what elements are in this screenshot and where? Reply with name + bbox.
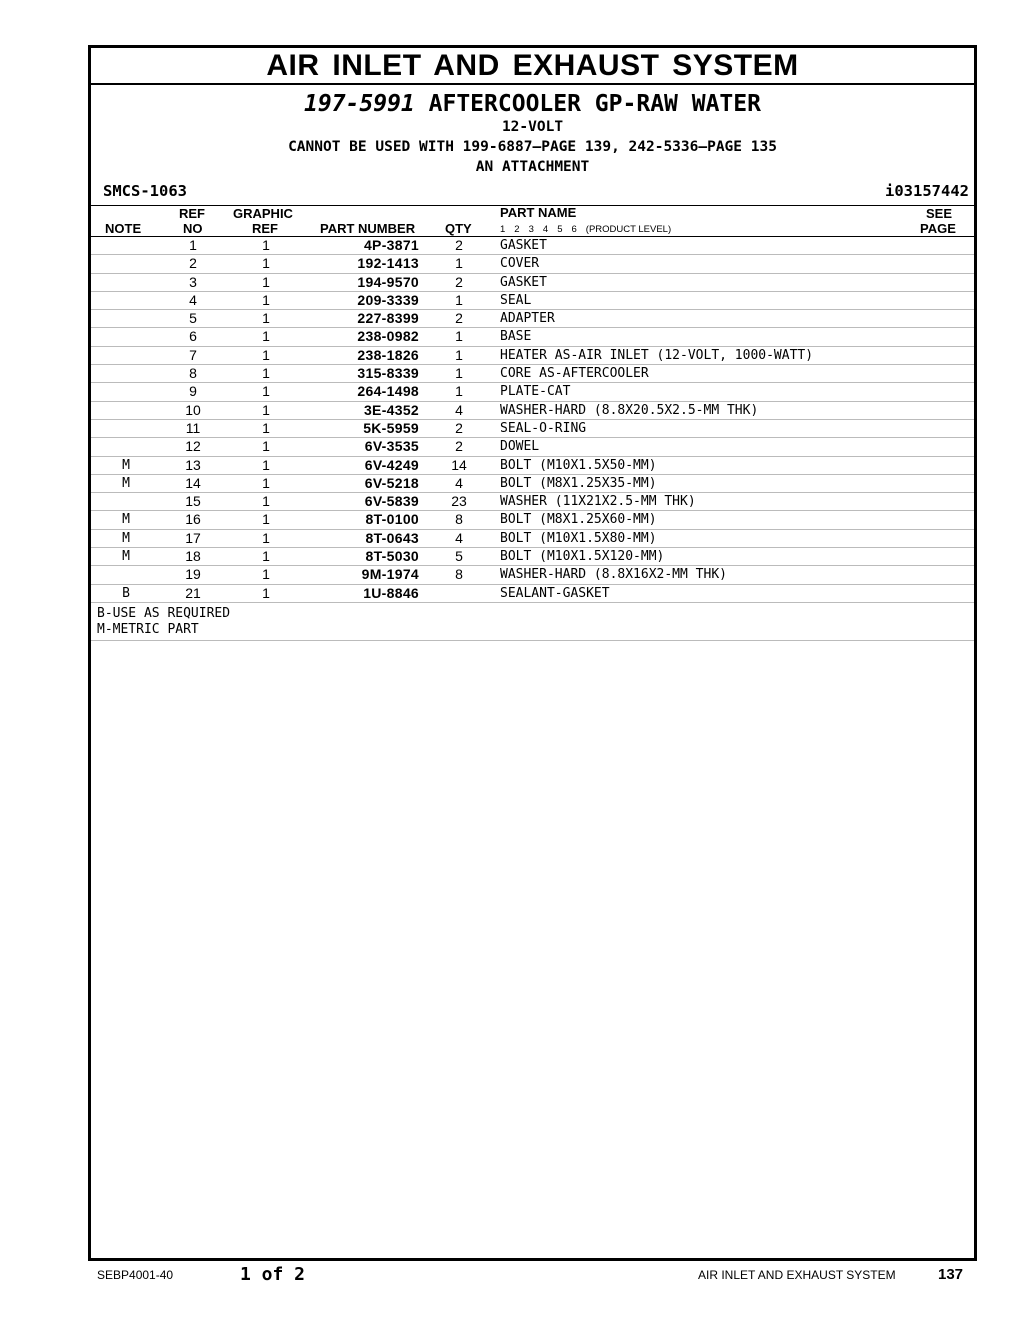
row-part-name: PLATE-CAT (500, 384, 571, 400)
table-row (91, 566, 974, 584)
row-ref-no: 19 (185, 566, 201, 583)
row-graphic-ref: 1 (262, 328, 270, 345)
col-ref-bottom: NO (183, 221, 203, 236)
col-graphic-bottom: REF (252, 221, 278, 236)
table-row (91, 493, 974, 511)
table-row (91, 420, 974, 438)
row-ref-no: 14 (185, 474, 201, 491)
row-part-name: WASHER (11X21X2.5-MM THK) (500, 494, 696, 510)
table-row (91, 255, 974, 273)
page-title: AIR INLET AND EXHAUST SYSTEM (91, 48, 974, 85)
note-b: B-USE AS REQUIRED (97, 605, 231, 621)
level-1: 1 (500, 224, 506, 235)
row-graphic-ref: 1 (262, 438, 270, 455)
row-ref-no: 21 (185, 584, 201, 601)
table-row (91, 585, 974, 603)
row-ref-no: 15 (185, 493, 201, 510)
row-part-name: BOLT (M8X1.25X60-MM) (500, 512, 657, 528)
row-note: M (122, 457, 130, 473)
row-graphic-ref: 1 (262, 365, 270, 382)
row-graphic-ref: 1 (262, 419, 270, 436)
parts-table-body (91, 237, 974, 603)
row-note: M (122, 475, 130, 491)
row-ref-no: 10 (185, 401, 201, 418)
table-row (91, 548, 974, 566)
row-part-number: 6V-5218 (364, 474, 419, 491)
col-product-levels (500, 223, 680, 237)
row-qty: 4 (455, 401, 463, 418)
row-part-number: 6V-4249 (364, 456, 419, 473)
row-graphic-ref: 1 (262, 493, 270, 510)
row-qty: 2 (455, 438, 463, 455)
group-name: AFTERCOOLER GP-RAW WATER (428, 91, 761, 117)
col-part-number: PART NUMBER (320, 221, 416, 236)
row-ref-no: 11 (185, 419, 201, 436)
row-qty: 1 (455, 365, 463, 382)
level-5: 5 (557, 224, 563, 235)
row-ref-no: 1 (189, 237, 197, 253)
row-ref-no: 6 (189, 328, 197, 345)
row-qty: 1 (455, 328, 463, 345)
row-graphic-ref: 1 (262, 584, 270, 601)
row-note: B (122, 585, 130, 601)
row-part-number: 6V-5839 (364, 493, 419, 510)
row-part-number: 3E-4352 (363, 401, 419, 418)
row-qty: 1 (455, 291, 463, 308)
table-row (91, 274, 974, 292)
row-note: M (122, 512, 130, 528)
row-ref-no: 16 (185, 511, 201, 528)
row-qty: 14 (451, 456, 467, 473)
row-part-number: 238-0982 (357, 328, 419, 345)
row-qty: 2 (455, 273, 463, 290)
table-row (91, 383, 974, 401)
subtitle-voltage: 12-VOLT (501, 119, 564, 135)
row-qty: 1 (455, 383, 463, 400)
row-graphic-ref: 1 (262, 529, 270, 546)
row-part-number: 9M-1974 (361, 566, 419, 583)
table-row (91, 328, 974, 346)
row-qty: 8 (455, 566, 463, 583)
level-3: 3 (528, 224, 534, 235)
table-row (91, 402, 974, 420)
row-part-name: SEAL-O-RING (500, 420, 587, 436)
col-see-bottom: PAGE (920, 221, 956, 236)
row-ref-no: 5 (189, 310, 197, 327)
row-part-number: 6V-3535 (364, 438, 419, 455)
table-row (91, 310, 974, 328)
row-graphic-ref: 1 (262, 383, 270, 400)
group-part-number: 197-5991 (304, 91, 415, 117)
row-part-name: DOWEL (500, 439, 540, 455)
document-id: i03157442 (885, 182, 969, 200)
footer-sheet: 1 of 2 (240, 1264, 306, 1285)
row-part-name: BOLT (M10X1.5X120-MM) (500, 549, 665, 565)
parts-page-frame (88, 45, 977, 1261)
row-part-name: WASHER-HARD (8.8X20.5X2.5-MM THK) (500, 402, 759, 418)
level-4: 4 (542, 224, 549, 235)
row-qty: 8 (455, 511, 463, 528)
row-part-number: 315-8339 (357, 365, 419, 382)
footer-doc-number: SEBP4001-40 (97, 1268, 174, 1282)
page-footer (0, 1264, 1020, 1284)
row-ref-no: 2 (189, 255, 197, 272)
row-graphic-ref: 1 (262, 291, 270, 308)
table-row (91, 438, 974, 456)
row-graphic-ref: 1 (262, 511, 270, 528)
note-m: M-METRIC PART (97, 621, 199, 637)
row-qty: 5 (455, 548, 463, 565)
smcs-row (91, 179, 974, 206)
row-part-name: BOLT (M10X1.5X50-MM) (500, 457, 657, 473)
row-part-name: GASKET (500, 274, 547, 290)
footer-section: AIR INLET AND EXHAUST SYSTEM (698, 1268, 896, 1282)
row-part-name: GASKET (500, 238, 547, 253)
row-part-name: SEALANT-GASKET (500, 585, 610, 601)
row-part-name: CORE AS-AFTERCOOLER (500, 366, 649, 382)
row-part-number: 5K-5959 (363, 419, 419, 436)
table-header (91, 206, 974, 237)
footer-page-number: 137 (938, 1266, 964, 1283)
table-row (91, 365, 974, 383)
row-graphic-ref: 1 (262, 237, 270, 253)
row-graphic-ref: 1 (262, 548, 270, 565)
row-part-number: 264-1498 (357, 383, 419, 400)
subtitle-attachment: AN ATTACHMENT (475, 159, 590, 175)
row-part-number: 192-1413 (357, 255, 419, 272)
level-6: 6 (571, 224, 577, 235)
row-part-name: HEATER AS-AIR INLET (12-VOLT, 1000-WATT) (500, 347, 814, 363)
level-2: 2 (514, 224, 520, 235)
row-graphic-ref: 1 (262, 310, 270, 327)
smcs-code: SMCS-1063 (103, 182, 187, 200)
table-row (91, 347, 974, 365)
row-graphic-ref: 1 (262, 566, 270, 583)
row-part-number: 227-8399 (357, 310, 419, 327)
row-ref-no: 7 (189, 346, 197, 363)
notes-block (91, 603, 974, 641)
row-part-number: 8T-0643 (365, 529, 419, 546)
row-ref-no: 13 (185, 456, 201, 473)
subtitle-restriction: CANNOT BE USED WITH 199-6887—PAGE 139, 242-5336—PAGE 135 (288, 139, 777, 155)
row-part-name: BOLT (M10X1.5X80-MM) (500, 530, 657, 546)
row-part-number: 8T-5030 (365, 548, 419, 565)
row-part-number: 209-3339 (357, 291, 419, 308)
row-qty: 2 (455, 419, 463, 436)
group-heading (91, 91, 974, 117)
row-qty: 4 (455, 529, 463, 546)
table-row (91, 511, 974, 529)
col-graphic-top: GRAPHIC (233, 206, 293, 221)
row-graphic-ref: 1 (262, 401, 270, 418)
table-row (91, 292, 974, 310)
row-part-name: BASE (500, 329, 532, 345)
row-graphic-ref: 1 (262, 273, 270, 290)
row-qty: 2 (455, 237, 463, 253)
row-ref-no: 4 (189, 291, 197, 308)
col-part-name: PART NAME (500, 205, 577, 220)
row-ref-no: 18 (185, 548, 201, 565)
table-row (91, 475, 974, 493)
level-caption: (PRODUCT LEVEL) (585, 224, 672, 235)
table-row (91, 237, 974, 255)
row-part-name: SEAL (500, 292, 532, 308)
row-ref-no: 12 (185, 438, 201, 455)
row-ref-no: 17 (185, 529, 201, 546)
row-part-name: BOLT (M8X1.25X35-MM) (500, 475, 657, 491)
row-note: M (122, 530, 130, 546)
row-part-name: COVER (500, 256, 540, 272)
row-part-number: 194-9570 (357, 273, 419, 290)
row-ref-no: 8 (189, 365, 197, 382)
row-graphic-ref: 1 (262, 456, 270, 473)
row-graphic-ref: 1 (262, 474, 270, 491)
row-graphic-ref: 1 (262, 346, 270, 363)
row-part-number: 4P-3871 (363, 237, 419, 253)
row-qty: 1 (455, 255, 463, 272)
row-note: M (122, 549, 130, 565)
row-part-number: 1U-8846 (363, 584, 419, 601)
row-ref-no: 3 (189, 273, 197, 290)
row-qty: 23 (451, 493, 467, 510)
row-graphic-ref: 1 (262, 255, 270, 272)
row-part-number: 8T-0100 (365, 511, 419, 528)
col-ref-top: REF (179, 206, 205, 221)
row-part-number: 238-1826 (357, 346, 419, 363)
row-qty: 2 (455, 310, 463, 327)
col-note: NOTE (105, 221, 142, 236)
row-part-name: ADAPTER (500, 311, 555, 327)
row-part-name: WASHER-HARD (8.8X16X2-MM THK) (500, 567, 727, 583)
col-qty: QTY (445, 221, 472, 236)
row-qty: 4 (455, 474, 463, 491)
table-row (91, 457, 974, 475)
table-row (91, 530, 974, 548)
row-ref-no: 9 (189, 383, 197, 400)
row-qty: 1 (455, 346, 463, 363)
col-see-top: SEE (926, 206, 953, 221)
